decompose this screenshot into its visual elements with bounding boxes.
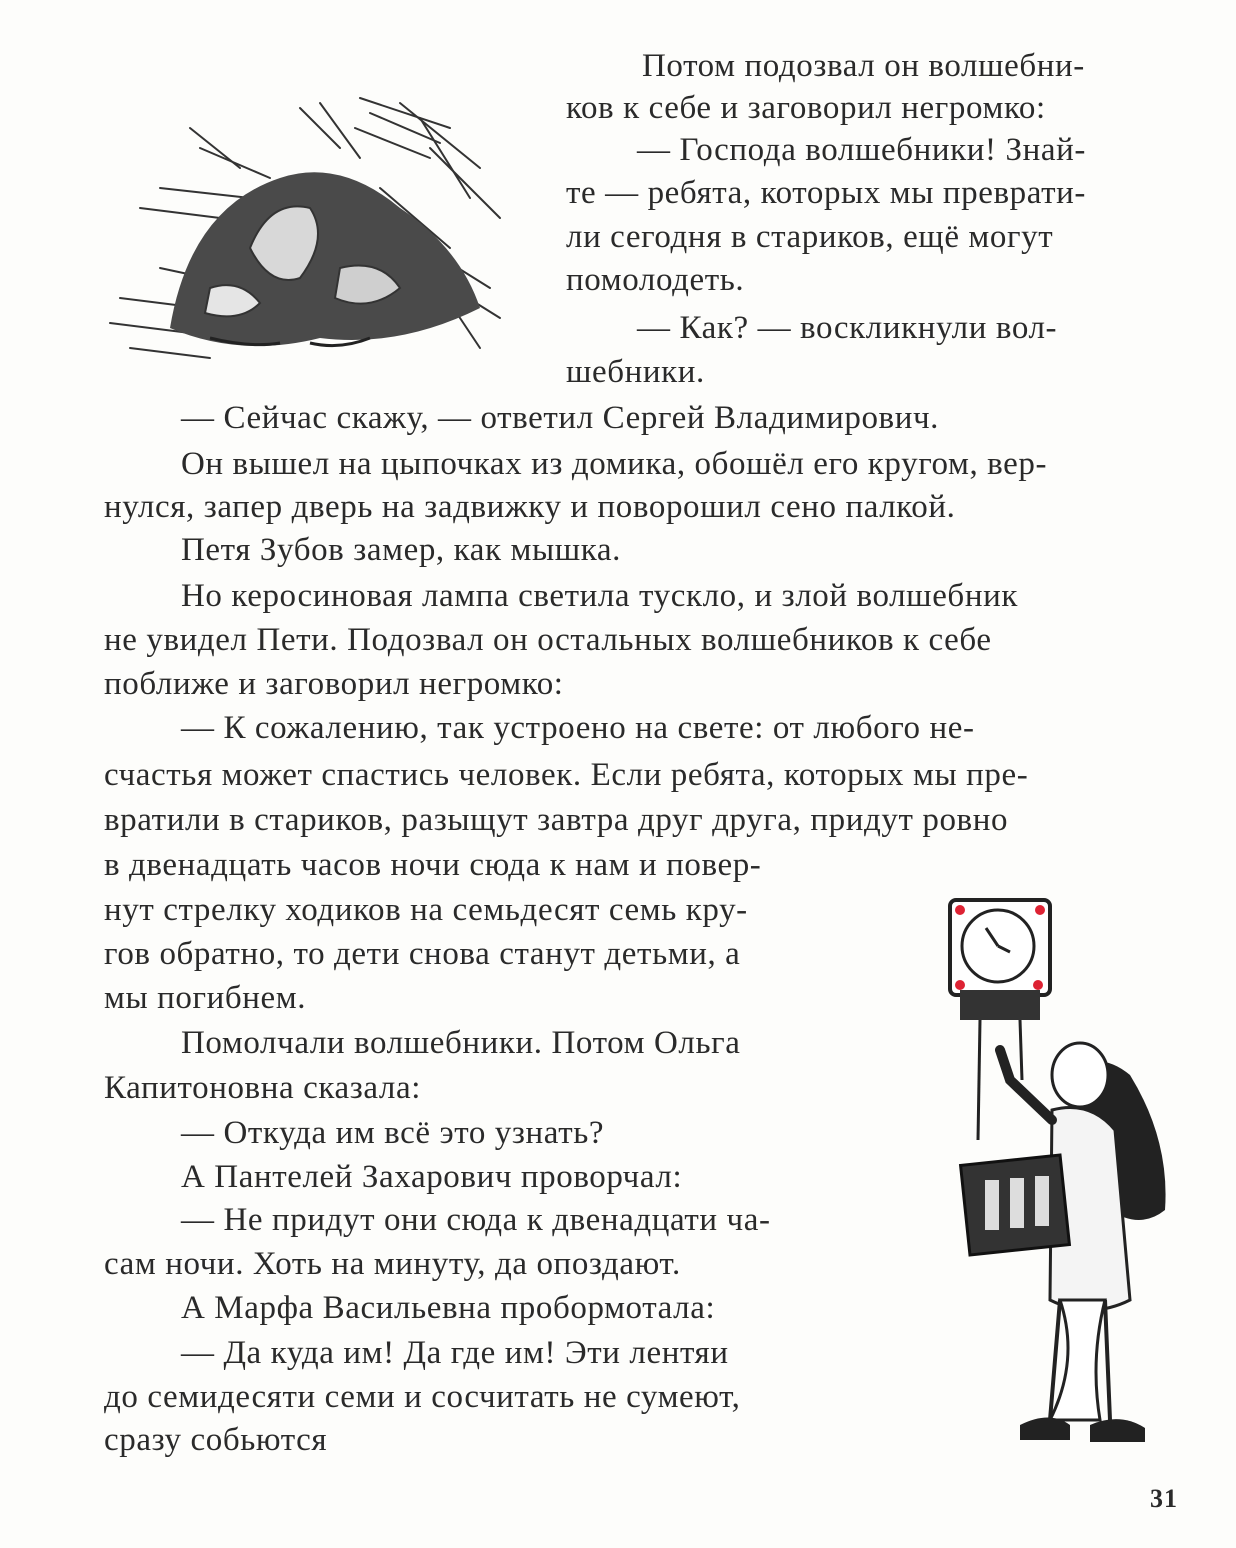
text-line: Петя Зубов замер, как мышка. [181, 532, 621, 568]
text-line: нулся, запер дверь на задвижку и поворошил сено палкой. [104, 489, 956, 525]
page-number: 31 [1150, 1484, 1178, 1513]
text-line: сам ночи. Хоть на минуту, да опоздают. [104, 1246, 681, 1282]
text-line: — Как? — воскликнули вол- [637, 310, 1058, 346]
text-line: до семидесяти семи и сосчитать не сумеют, [104, 1379, 741, 1415]
text-line: счастья может спастись человек. Если ребята, которых мы пре- [104, 757, 1029, 793]
text-line: вратили в стариков, разыщут завтра друг друга, придут ровно [104, 802, 1009, 838]
text-line: — К сожалению, так устроено на свете: от любого не- [181, 710, 975, 746]
text-line: Он вышел на цыпочках из домика, обошёл его кругом, вер- [181, 446, 1048, 482]
text-line: шебники. [566, 354, 705, 390]
text-line: — Откуда им всё это узнать? [181, 1115, 605, 1151]
hay-illustration [100, 88, 520, 388]
text-line: помолодеть. [566, 262, 745, 298]
text-line: — Не придут они сюда к двенадцати ча- [181, 1202, 771, 1238]
text-line: ков к себе и заговорил негромко: [566, 90, 1046, 126]
text-line: Потом подозвал он волшебни- [642, 48, 1085, 84]
text-line: Капитоновна сказала: [104, 1070, 421, 1106]
text-line: А Пантелей Захарович проворчал: [181, 1159, 683, 1195]
text-line: ли сегодня в стариков, ещё могут [566, 219, 1054, 255]
text-line: гов обратно, то дети снова станут детьми, а [104, 936, 741, 972]
text-line: в двенадцать часов ночи сюда к нам и повер- [104, 847, 762, 883]
text-line: нут стрелку ходиков на семьдесят семь кру- [104, 892, 748, 928]
text-line: — Господа волшебники! Знай- [637, 132, 1086, 168]
text-line: — Да куда им! Да где им! Эти лентяи [181, 1335, 729, 1371]
text-line: не увидел Пети. Подозвал он остальных волшебников к себе [104, 622, 992, 658]
text-line: поближе и заговорил негромко: [104, 666, 564, 702]
text-line: мы погибнем. [104, 980, 307, 1016]
boy-clock-illustration [940, 880, 1180, 1470]
text-line: те — ребята, которых мы преврати- [566, 175, 1087, 211]
text-line: Помолчали волшебники. Потом Ольга [181, 1025, 741, 1061]
text-line: А Марфа Васильевна пробормотала: [181, 1290, 716, 1326]
text-line: Но керосиновая лампа светила тускло, и злой волшебник [181, 578, 1018, 614]
text-line: сразу собьются [104, 1422, 328, 1458]
text-line: — Сейчас скажу, — ответил Сергей Владимирович. [181, 400, 940, 436]
